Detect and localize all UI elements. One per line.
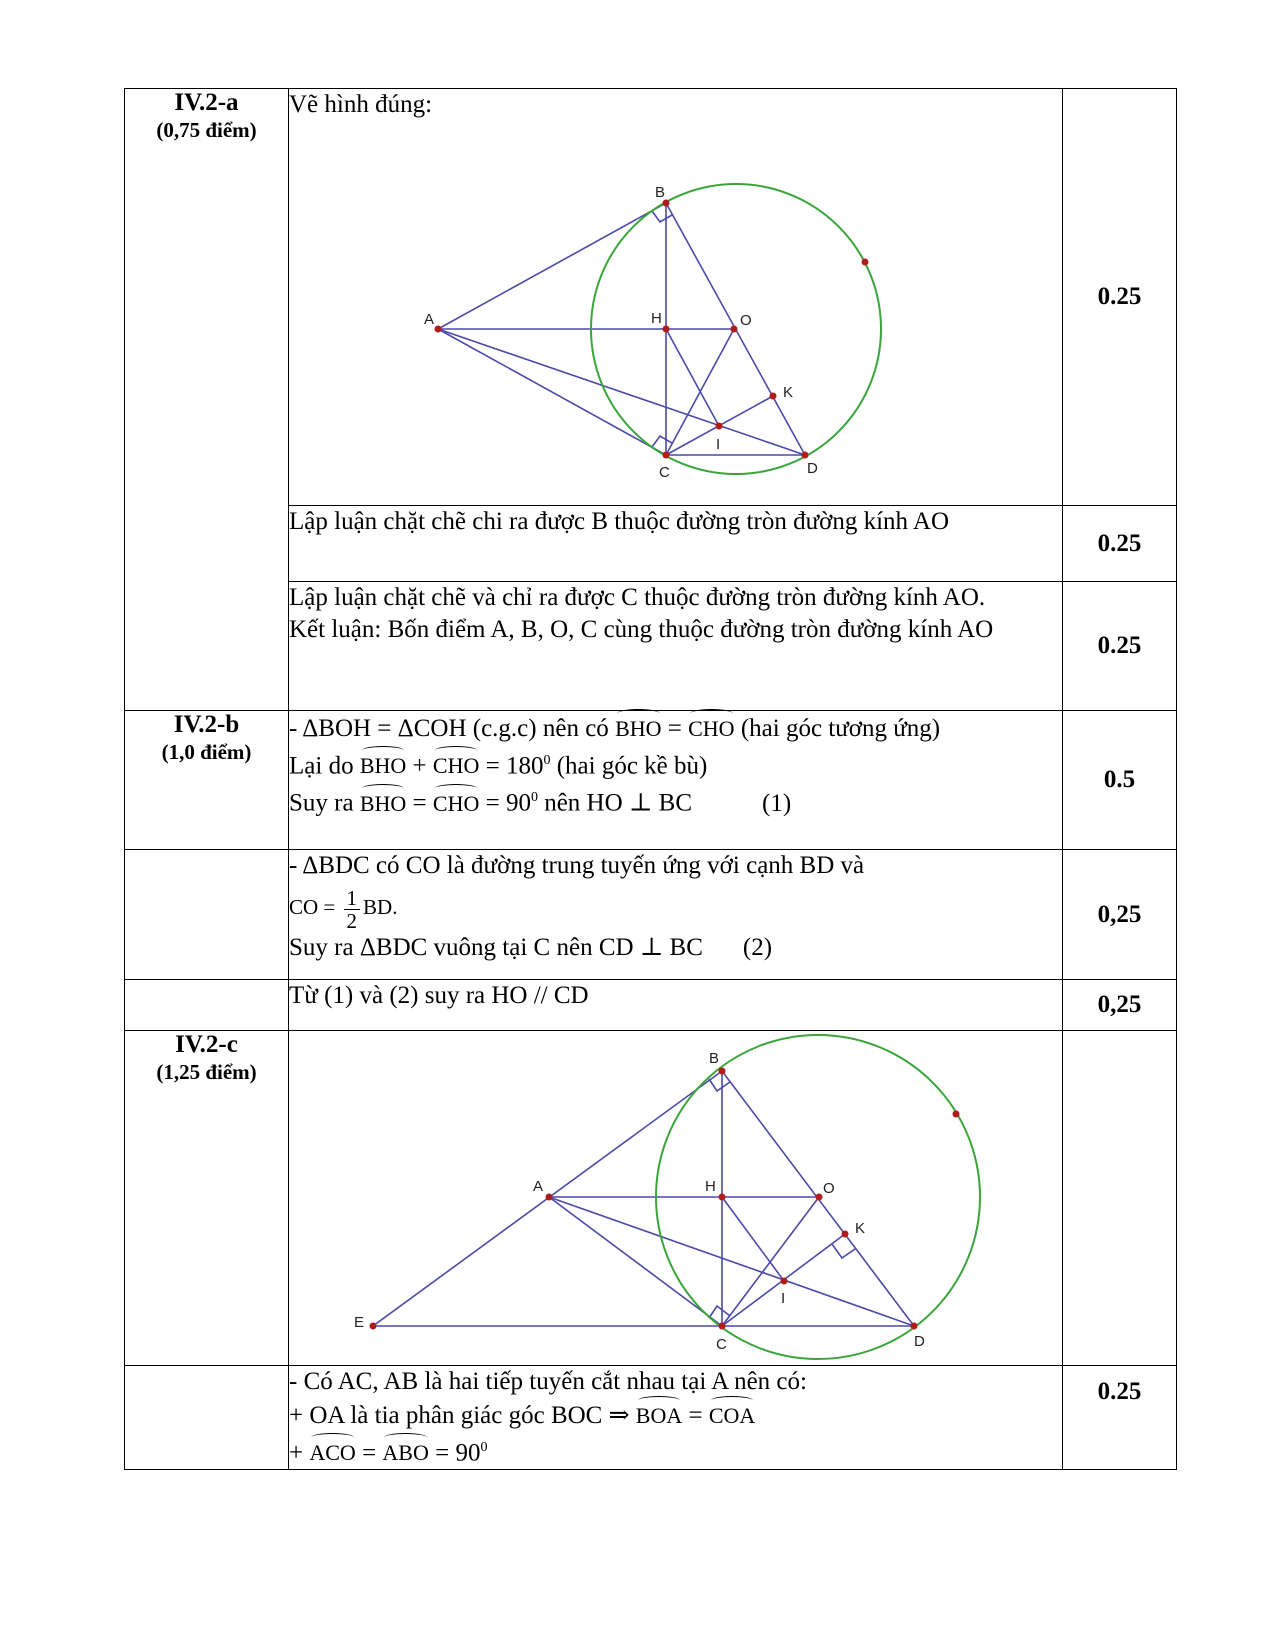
fig1-label-O: O <box>740 312 752 329</box>
line-triangles-equal <box>289 711 1062 745</box>
section-points: (0,75 điểm) <box>156 118 257 142</box>
score-c1: 0.25 <box>1063 1366 1177 1470</box>
line-supplementary <box>289 745 1062 782</box>
fig2-label-I: I <box>781 1290 786 1307</box>
text: = 180 <box>479 752 544 780</box>
content-a2 <box>289 506 1063 582</box>
line-co-half-bd <box>289 882 1062 932</box>
angle-cho: CHO <box>433 748 479 782</box>
row-a-figure <box>125 89 1177 506</box>
text: = <box>661 715 689 742</box>
row-b-1 <box>125 711 1177 850</box>
section-code: IV.2-b <box>173 711 240 738</box>
text: Suy ra <box>289 789 360 817</box>
text: (hai góc tương ứng) <box>734 715 941 742</box>
empty-section-cell <box>125 980 289 1031</box>
text: BD. <box>363 895 398 919</box>
fraction-one-half <box>344 887 361 932</box>
fig2-label-A: A <box>533 1178 544 1195</box>
content-b3 <box>289 980 1063 1031</box>
section-points: (1,25 điểm) <box>156 1060 257 1084</box>
line-perpendicular-ho <box>289 782 1062 819</box>
equation-tag: (2) <box>742 934 773 961</box>
score-b1: 0.5 <box>1063 711 1177 850</box>
angle-bho: BHO <box>360 786 406 820</box>
answer-table <box>124 88 1177 1470</box>
angle-coa: COA <box>709 1398 755 1432</box>
content-a3 <box>289 582 1063 711</box>
denominator: 2 <box>346 908 358 933</box>
score-b2: 0,25 <box>1063 850 1177 980</box>
row-c-figure <box>125 1031 1177 1366</box>
angle-bho: BHO <box>360 748 406 782</box>
section-code: IV.2-c <box>175 1031 238 1058</box>
section-points: (1,0 điểm) <box>161 740 252 764</box>
empty-score-cell <box>1063 1031 1177 1366</box>
line-tangents: - Có AC, AB là hai tiếp tuyến cắt nhau tại A nên có: <box>289 1368 807 1395</box>
line-right-triangle <box>289 932 1062 964</box>
text: Lại do <box>289 752 360 780</box>
row-b-3 <box>125 980 1177 1031</box>
score-a2: 0.25 <box>1063 506 1177 582</box>
fig2-label-O: O <box>823 1180 835 1197</box>
line-right-angles <box>289 1432 1062 1469</box>
score-b3: 0,25 <box>1063 980 1177 1031</box>
draw-label: Vẽ hình đúng: <box>289 91 433 118</box>
line-parallel: Từ (1) và (2) suy ra HO // CD <box>289 982 589 1009</box>
text: = <box>682 1402 709 1429</box>
angle-boa: BOA <box>636 1398 682 1432</box>
fig1-label-A: A <box>424 311 435 328</box>
fig2-label-K: K <box>855 1220 866 1237</box>
degree: 0 <box>480 1440 488 1455</box>
fig2-label-H: H <box>705 1178 716 1195</box>
empty-section-cell <box>125 850 289 980</box>
row-c-2 <box>125 1366 1177 1470</box>
figure2-lines <box>373 1071 914 1326</box>
content-c2 <box>289 1366 1063 1470</box>
line-median: - ΔBDC có CO là đường trung tuyến ứng với cạnh BD và <box>289 852 865 879</box>
text: nên HO ⊥ BC <box>537 789 693 817</box>
section-b-header <box>125 711 289 850</box>
text: (hai góc kề bù) <box>550 752 708 780</box>
reason-b-on-circle: Lập luận chặt chẽ chi ra được B thuộc đường tròn đường kính AO <box>289 508 950 535</box>
text: + <box>289 1439 310 1467</box>
geometry-figure-2 <box>289 1031 1061 1364</box>
fig1-label-B: B <box>655 184 666 201</box>
text: = 90 <box>428 1439 481 1467</box>
conclusion-four-points: Kết luận: Bốn điểm A, B, O, C cùng thuộc đường tròn đường kính AO <box>289 616 994 643</box>
fig2-label-E: E <box>354 1314 365 1331</box>
text: Suy ra ΔBDC vuông tại C nên CD ⊥ BC <box>289 934 703 961</box>
figure-cell-c <box>289 1031 1063 1366</box>
section-code: IV.2-a <box>174 89 239 116</box>
row-b-2 <box>125 850 1177 980</box>
angle-aco: ACO <box>309 1435 355 1469</box>
text: + <box>406 752 433 780</box>
angle-cho: CHO <box>433 786 479 820</box>
angle-bho: BHO <box>615 711 661 745</box>
score-a3: 0.25 <box>1063 582 1177 711</box>
fig1-label-K: K <box>783 384 794 401</box>
section-a-header <box>125 89 289 711</box>
degree: 0 <box>543 753 551 768</box>
fig2-label-B: B <box>709 1050 720 1067</box>
text: CO = <box>289 895 341 919</box>
text: = <box>406 789 433 817</box>
angle-cho: CHO <box>688 711 734 745</box>
degree: 0 <box>530 790 538 806</box>
fig2-label-D: D <box>914 1333 925 1350</box>
text: + OA là tia phân giác góc BOC ⇒ <box>289 1402 636 1429</box>
figure-cell-a <box>289 89 1063 506</box>
text: - ΔBOH = ΔCOH (c.g.c) nên có <box>289 715 616 742</box>
equation-tag: (1) <box>762 789 792 817</box>
score-a1: 0.25 <box>1063 89 1177 506</box>
reason-c-on-circle: Lập luận chặt chẽ và chỉ ra được C thuộc đường tròn đường kính AO. <box>289 584 986 611</box>
figure2-points <box>370 1068 960 1330</box>
fig2-label-C: C <box>716 1336 727 1353</box>
fig1-label-D: D <box>807 460 818 477</box>
section-c-header <box>125 1031 289 1366</box>
line-bisector <box>289 1398 1062 1432</box>
fig1-label-C: C <box>659 464 670 481</box>
numerator: 1 <box>344 887 361 910</box>
text: = <box>355 1439 383 1467</box>
angle-abo: ABO <box>382 1435 428 1469</box>
geometry-figure-1 <box>278 121 1050 501</box>
text: = 90 <box>479 789 531 817</box>
empty-section-cell <box>125 1366 289 1470</box>
fig1-label-I: I <box>716 436 721 453</box>
content-b2 <box>289 850 1063 980</box>
content-b1 <box>289 711 1063 850</box>
fig1-label-H: H <box>651 310 662 327</box>
